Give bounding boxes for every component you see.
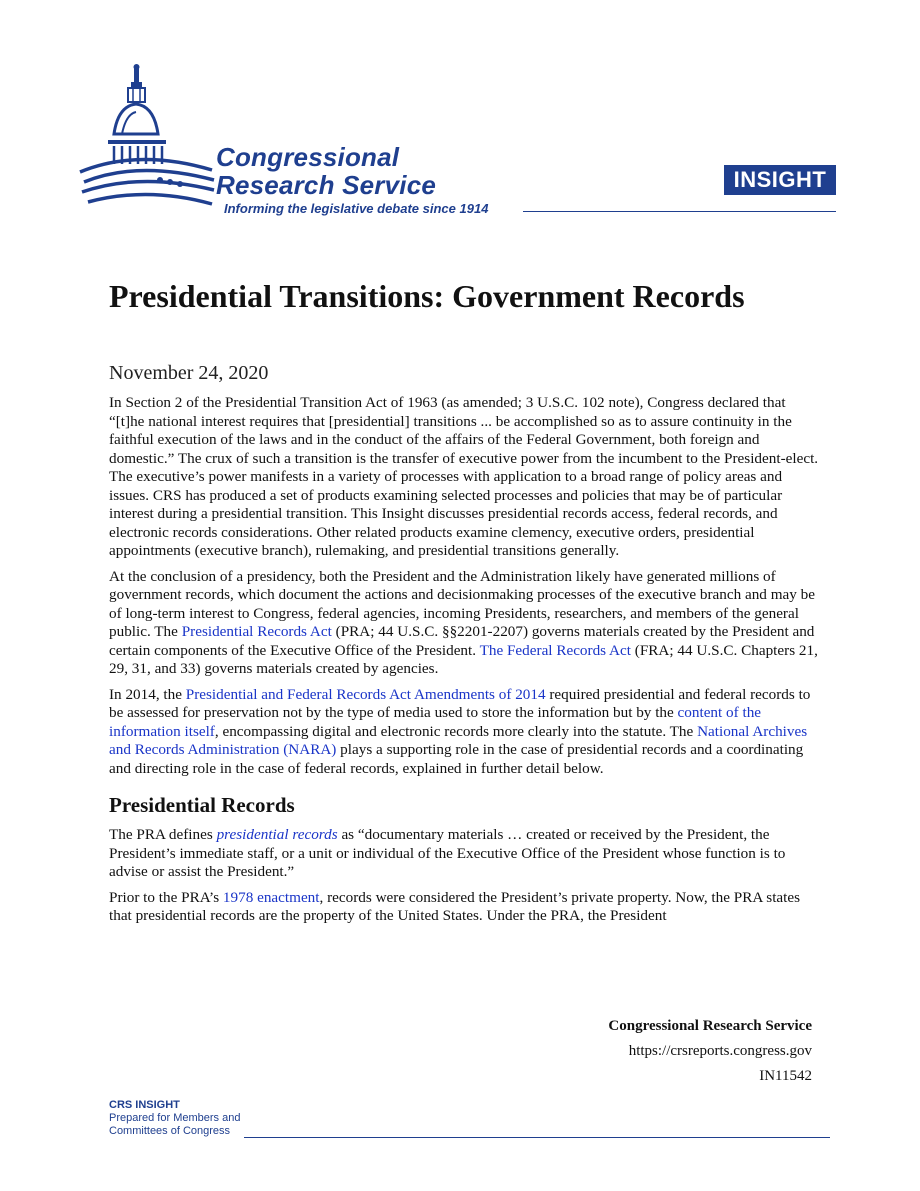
footer-report-id: IN11542: [759, 1068, 812, 1084]
insight-badge: INSIGHT: [724, 165, 836, 195]
footer-url[interactable]: https://crsreports.congress.gov: [628, 1043, 812, 1059]
footer-crs-block: [608, 1014, 812, 1089]
brand-name: [216, 143, 436, 199]
paragraph-amendments: In 2014, the Presidential and Federal Records Act Amendments of 2014 required presidential and federal records to be assessed for preservation not by the type of media used to store the information but by the content of the information itself, encompassing digital and electronic records more clearly into the statute. The National Archives and Records Administration (NARA) plays a supporting role in the case of presidential records and a coordinating and directing role in the case of federal records, explained in further detail below.: [109, 685, 811, 777]
paragraph-records-overview: At the conclusion of a presidency, both the President and the Administration likely have generated millions of government records, which document the actions and decisionmaking processes of the executive branch and may be of long-term interest to Congress, federal agencies, incoming Presidents, researchers, and members of the general public. The Presidential Records Act (PRA; 44 U.S.C. §§2201-2207) governs materials created by the President and certain components of the Executive Office of the President. The Federal Records Act (FRA; 44 U.S.C. Chapters 21, 29, 31, and 33) governs materials created by agencies.: [109, 567, 818, 677]
brand-line-2: Research Service: [216, 170, 437, 200]
footer-divider: [244, 1137, 830, 1138]
paragraph-pra-definition: The PRA defines presidential records as “documentary materials … created or received by the President, the President’s immediate staff, or a unit or individual of the Executive Office of the President whose function is to advise or assist the President.”: [109, 826, 786, 880]
brand-line-1: Congressional: [216, 142, 400, 172]
prepared-title: CRS INSIGHT: [109, 1099, 180, 1111]
link-federal-records-act[interactable]: The Federal Records Act: [479, 641, 631, 659]
header-divider: [523, 211, 836, 212]
link-1978-enactment[interactable]: 1978 enactment: [222, 888, 320, 906]
report-body: [109, 394, 821, 933]
link-content-of-information[interactable]: content of the information itself: [109, 704, 762, 740]
paragraph-pra-enactment: Prior to the PRA’s 1978 enactment, records were considered the President’s private property. Now, the PRA states that presidential records are the property of the United States. Under the PRA, the President: [109, 888, 801, 924]
paragraph-intro: In Section 2 of the Presidential Transition Act of 1963 (as amended; 3 U.S.C. 102 note), Congress declared that “[t]he national interest requires that [presidential] transitions ... be accomplished so as to assure continuity in the faithful execution of the laws and in the conduct of the affairs of the Federal Government, both foreign and domestic.” The crux of such a transition is the transfer of executive power from the incumbent to the President-elect. The executive’s power manifests in a variety of processes with application to a broad range of policy areas and issues. CRS has produced a set of products examining selected processes and policies that may be of particular interest during a presidential transition. This Insight discusses presidential records access, federal records, and electronic records considerations. Other related products examine clemency, executive orders, presidential appointments (executive branch), rulemaking, and presidential transitions generally.: [109, 394, 819, 559]
link-presidential-records-act[interactable]: Presidential Records Act: [181, 623, 332, 640]
footer-org-name: Congressional Research Service: [608, 1018, 812, 1034]
capitol-dome-logo-icon: [78, 62, 218, 214]
link-presidential-records-definition[interactable]: presidential records: [216, 826, 338, 843]
prepared-line-1: Prepared for Members and: [109, 1112, 241, 1124]
link-records-act-amendments[interactable]: Presidential and Federal Records Act Amendments of 2014: [185, 685, 546, 703]
brand-tagline: Informing the legislative debate since 1914: [224, 201, 489, 216]
prepared-for-block: [109, 1099, 240, 1138]
prepared-line-2: Committees of Congress: [109, 1125, 231, 1137]
section-heading-presidential-records: Presidential Records: [109, 793, 295, 817]
link-nara[interactable]: National Archives and Records Administration (NARA): [109, 722, 808, 758]
report-header: [0, 0, 920, 230]
publication-date: November 24, 2020: [109, 362, 269, 384]
page-title: Presidential Transitions: Government Records: [109, 278, 745, 314]
